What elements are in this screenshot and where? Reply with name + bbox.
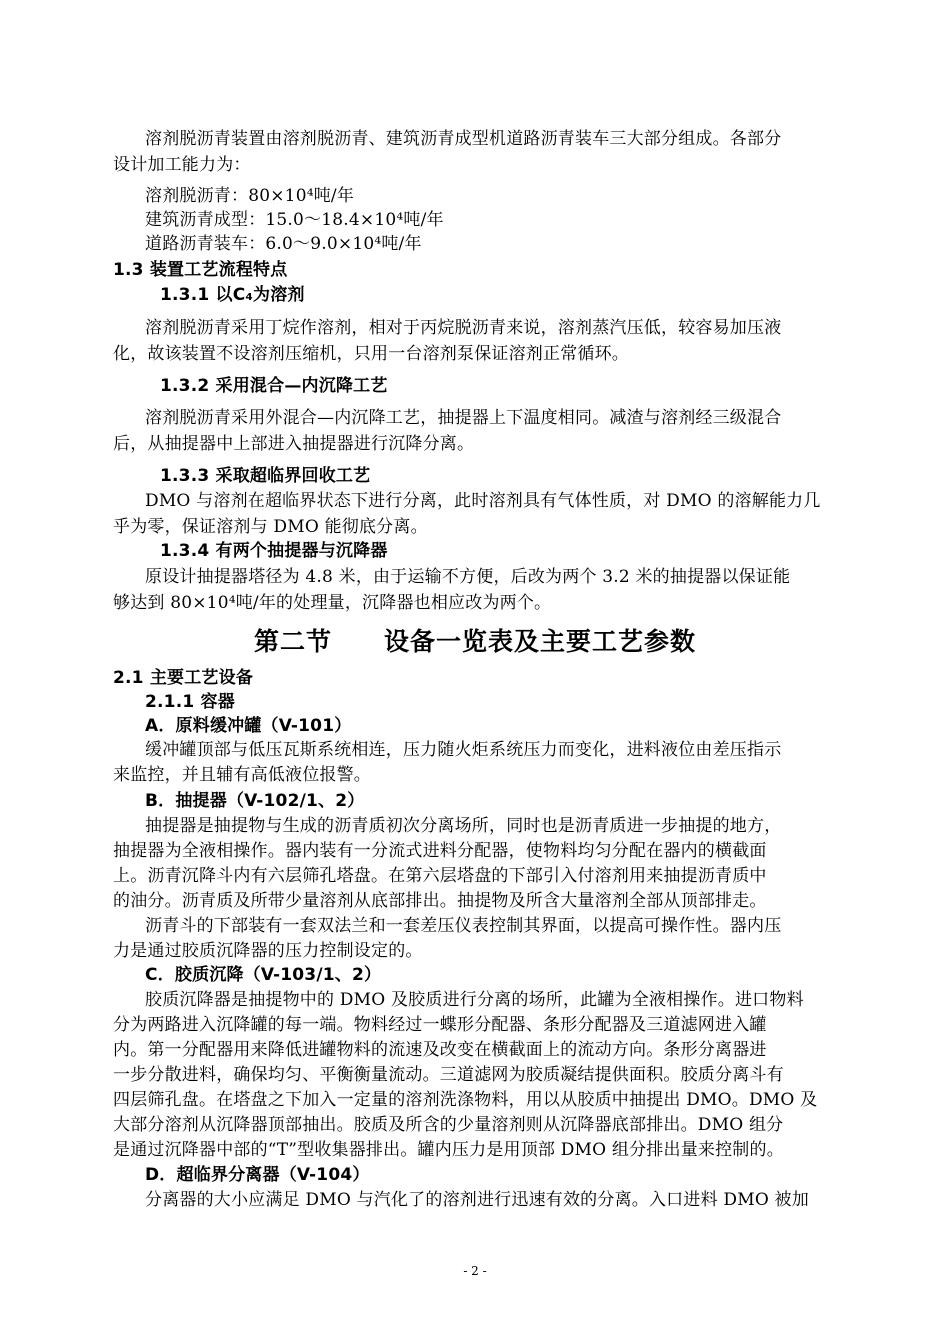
paragraph-line: 胶质沉降器是抽提物中的 DMO 及胶质进行分离的场所，此罐为全液相操作。进口物料 <box>145 990 804 1010</box>
item-heading: A．原料缓冲罐（V-101） <box>145 716 352 736</box>
paragraph-line: 溶剂脱沥青采用外混合—内沉降工艺，抽提器上下温度相同。减渣与溶剂经三级混合 <box>145 408 782 428</box>
capacity-line: 道路沥青装车：6.0～9.0×10⁴吨/年 <box>145 234 422 254</box>
paragraph-line: 溶剂脱沥青采用丁烷作溶剂，相对于丙烷脱沥青来说，溶剂蒸汽压低，较容易加压液 <box>145 318 782 338</box>
paragraph-line: 乎为零，保证溶剂与 DMO 能彻底分离。 <box>113 517 428 537</box>
paragraph-line: 的油分。沥青质及所带少量溶剂从底部排出。抽提物及所含大量溶剂全部从顶部排走。 <box>113 891 767 911</box>
subsection-heading: 1.3.4 有两个抽提器与沉降器 <box>160 541 388 561</box>
subsection-heading: 1.3.1 以C₄为溶剂 <box>160 285 305 305</box>
paragraph-line: 缓冲罐顶部与低压瓦斯系统相连，压力随火炬系统压力而变化，进料液位由差压指示 <box>145 740 782 760</box>
item-heading: B．抽提器（V-102/1、2） <box>145 791 365 811</box>
paragraph-line: 设计加工能力为： <box>113 155 251 175</box>
paragraph-line: 四层筛孔盘。在塔盘之下加入一定量的溶剂洗涤物料，用以从胶质中抽提出 DMO。DMO 及 <box>113 1090 818 1110</box>
paragraph-line: 后，从抽提器中上部进入抽提器进行沉降分离。 <box>113 434 475 454</box>
paragraph-line: 溶剂脱沥青装置由溶剂脱沥青、建筑沥青成型机道路沥青装车三大部分组成。各部分 <box>145 129 782 149</box>
item-heading: C．胶质沉降（V-103/1、2） <box>145 965 382 985</box>
item-heading: D．超临界分离器（V-104） <box>145 1165 370 1185</box>
subsection-heading: 2.1.1 容器 <box>145 692 235 712</box>
paragraph-line: 来监控，并且辅有高低液位报警。 <box>113 765 371 785</box>
paragraph-line: 内。第一分配器用来降低进罐物料的流速及改变在横截面上的流动方向。条形分离器进 <box>113 1040 767 1060</box>
subsection-heading: 1.3.3 采取超临界回收工艺 <box>160 466 371 486</box>
paragraph-line: 一步分散进料，确保均匀、平衡衡量流动。三道滤网为胶质凝结提供面积。胶质分离斗有 <box>113 1065 784 1085</box>
paragraph-line: 分离器的大小应满足 DMO 与汽化了的溶剂进行迅速有效的分离。入口进料 DMO 被加 <box>145 1190 809 1210</box>
section-heading: 2.1 主要工艺设备 <box>113 668 254 688</box>
chapter-title: 第二节 设备一览表及主要工艺参数 <box>253 627 696 656</box>
paragraph-line: 够达到 80×10⁴吨/年的处理量，沉降器也相应改为两个。 <box>113 593 552 613</box>
page-number: - 2 - <box>463 1264 487 1278</box>
capacity-line: 建筑沥青成型：15.0～18.4×10⁴吨/年 <box>145 210 444 230</box>
subsection-heading: 1.3.2 采用混合—内沉降工艺 <box>160 376 388 396</box>
paragraph-line: DMO 与溶剂在超临界状态下进行分离，此时溶剂具有气体性质，对 DMO 的溶解能力几 <box>145 491 821 511</box>
paragraph-line: 抽提器为全液相操作。器内装有一分流式进料分配器，使物料均匀分配在器内的横截面 <box>113 841 767 861</box>
paragraph-line: 大部分溶剂从沉降器顶部抽出。胶质及所含的少量溶剂则从沉降器底部排出。DMO 组分 <box>113 1115 784 1135</box>
paragraph-line: 上。沥青沉降斗内有六层筛孔塔盘。在第六层塔盘的下部引入付溶剂用来抽提沥青质中 <box>113 866 767 886</box>
paragraph-line: 沥青斗的下部装有一套双法兰和一套差压仪表控制其界面，以提高可操作性。器内压 <box>145 916 782 936</box>
paragraph-line: 抽提器是抽提物与生成的沥青质初次分离场所，同时也是沥青质进一步抽提的地方， <box>145 816 782 836</box>
paragraph-line: 化，故该装置不设溶剂压缩机，只用一台溶剂泵保证溶剂正常循环。 <box>113 344 629 364</box>
paragraph-line: 原设计抽提器塔径为 4.8 米，由于运输不方便，后改为两个 3.2 米的抽提器以保证能 <box>145 567 791 587</box>
section-heading: 1.3 装置工艺流程特点 <box>113 260 288 280</box>
capacity-line: 溶剂脱沥青：80×10⁴吨/年 <box>145 186 355 206</box>
paragraph-line: 力是通过胶质沉降器的压力控制设定的。 <box>113 941 423 961</box>
paragraph-line: 分为两路进入沉降罐的每一端。物料经过一蝶形分配器、条形分配器及三道滤网进入罐 <box>113 1015 767 1035</box>
paragraph-line: 是通过沉降器中部的“T”型收集器排出。罐内压力是用顶部 DMO 组分排出量来控制的。 <box>113 1140 784 1160</box>
